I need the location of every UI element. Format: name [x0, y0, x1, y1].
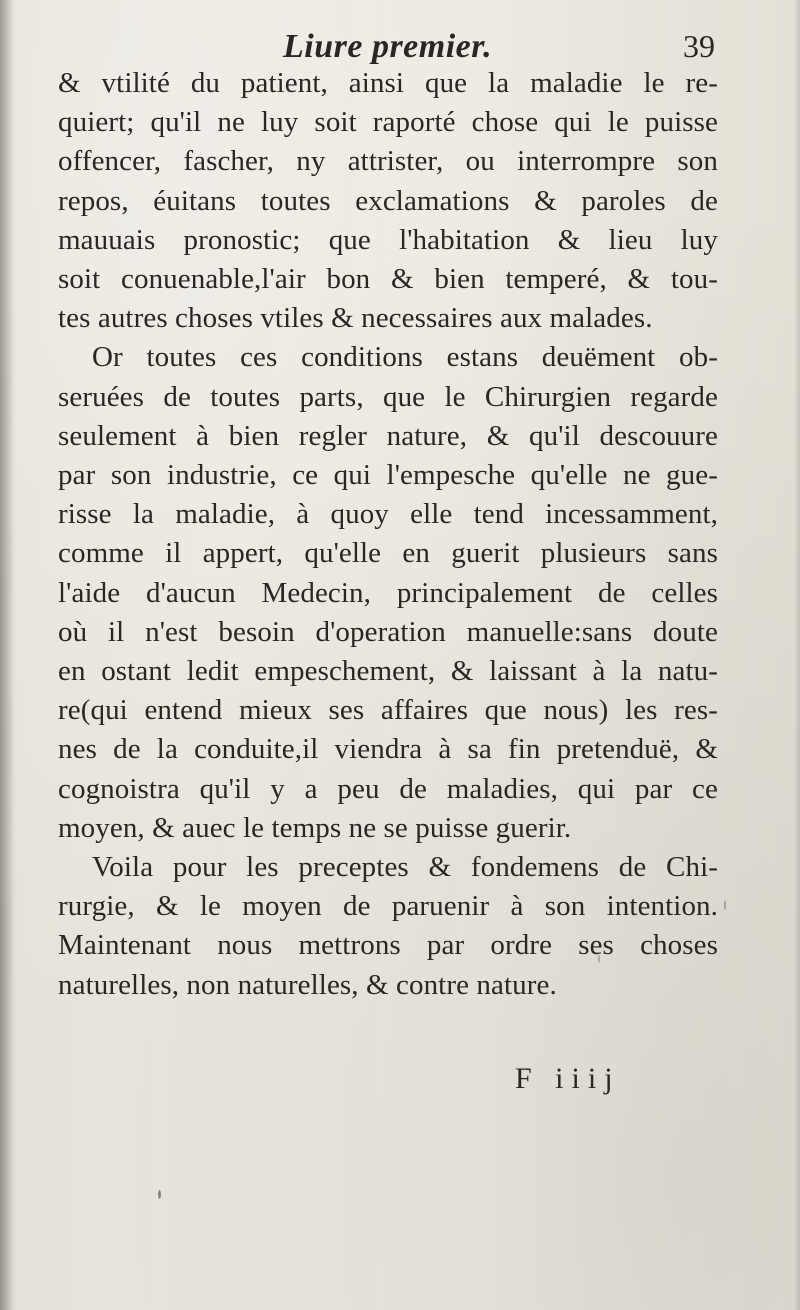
printer-signature-mark: F iiij — [515, 1062, 621, 1095]
text-line: cognoistra qu'il y a peu de maladies, qui par ce — [58, 772, 718, 805]
paragraph-2 — [58, 338, 718, 848]
ink-speck — [598, 955, 600, 963]
paragraph-3 — [58, 848, 718, 1005]
text-line: repos, éuitans toutes exclamations & paroles de — [58, 184, 718, 217]
text-line: comme il appert, qu'elle en guerit plusieurs sans — [58, 537, 718, 570]
text-line: naturelles, non naturelles, & contre nature. — [58, 968, 557, 1001]
text-line: mauuais pronostic; que l'habitation & lieu luy — [58, 223, 718, 256]
page-number: 39 — [683, 28, 715, 64]
text-line: moyen, & auec le temps ne se puisse guerir. — [58, 811, 572, 844]
text-line: tes autres choses vtiles & necessaires aux malades. — [58, 302, 653, 335]
text-line: re(qui entend mieux ses affaires que nous) les res- — [58, 694, 718, 727]
text-line: en ostant ledit empeschement, & laissant à la natu- — [58, 655, 718, 688]
text-line: nes de la conduite,il viendra à sa fin pretenduë, & — [58, 733, 718, 766]
body-text — [58, 64, 718, 1005]
text-line: l'aide d'aucun Medecin, principalement de celles — [58, 576, 718, 609]
ink-speck — [158, 1190, 161, 1199]
text-line: quiert; qu'il ne luy soit raporté chose qui le puisse — [58, 106, 718, 139]
text-line: risse la maladie, à quoy elle tend incessamment, — [58, 498, 718, 531]
text-line: Voila pour les preceptes & fondemens de Chi- — [92, 851, 718, 884]
text-line: Or toutes ces conditions estans deuëment ob- — [92, 341, 718, 374]
text-line: par son industrie, ce qui l'empesche qu'elle ne gue- — [58, 459, 718, 492]
text-line: soit conuenable,l'air bon & bien temperé, & tou- — [58, 263, 718, 296]
text-line: seruées de toutes parts, que le Chirurgien regarde — [58, 380, 718, 413]
text-line: rurgie, & le moyen de paruenir à son intention. — [58, 890, 718, 923]
paragraph-1 — [58, 64, 718, 338]
page-edge-shadow — [794, 0, 800, 1310]
ink-speck — [724, 900, 726, 910]
text-line: où il n'est besoin d'operation manuelle:sans doute — [58, 615, 718, 648]
text-line: seulement à bien regler nature, & qu'il descouure — [58, 419, 718, 452]
text-line: offencer, fascher, ny attrister, ou interrompre son — [58, 145, 718, 178]
gutter-shadow — [0, 0, 14, 1310]
text-line: & vtilité du patient, ainsi que la maladie le re- — [58, 67, 718, 99]
running-title: Liure premier. — [283, 28, 493, 65]
text-line: Maintenant nous mettrons par ordre ses choses — [58, 929, 718, 962]
